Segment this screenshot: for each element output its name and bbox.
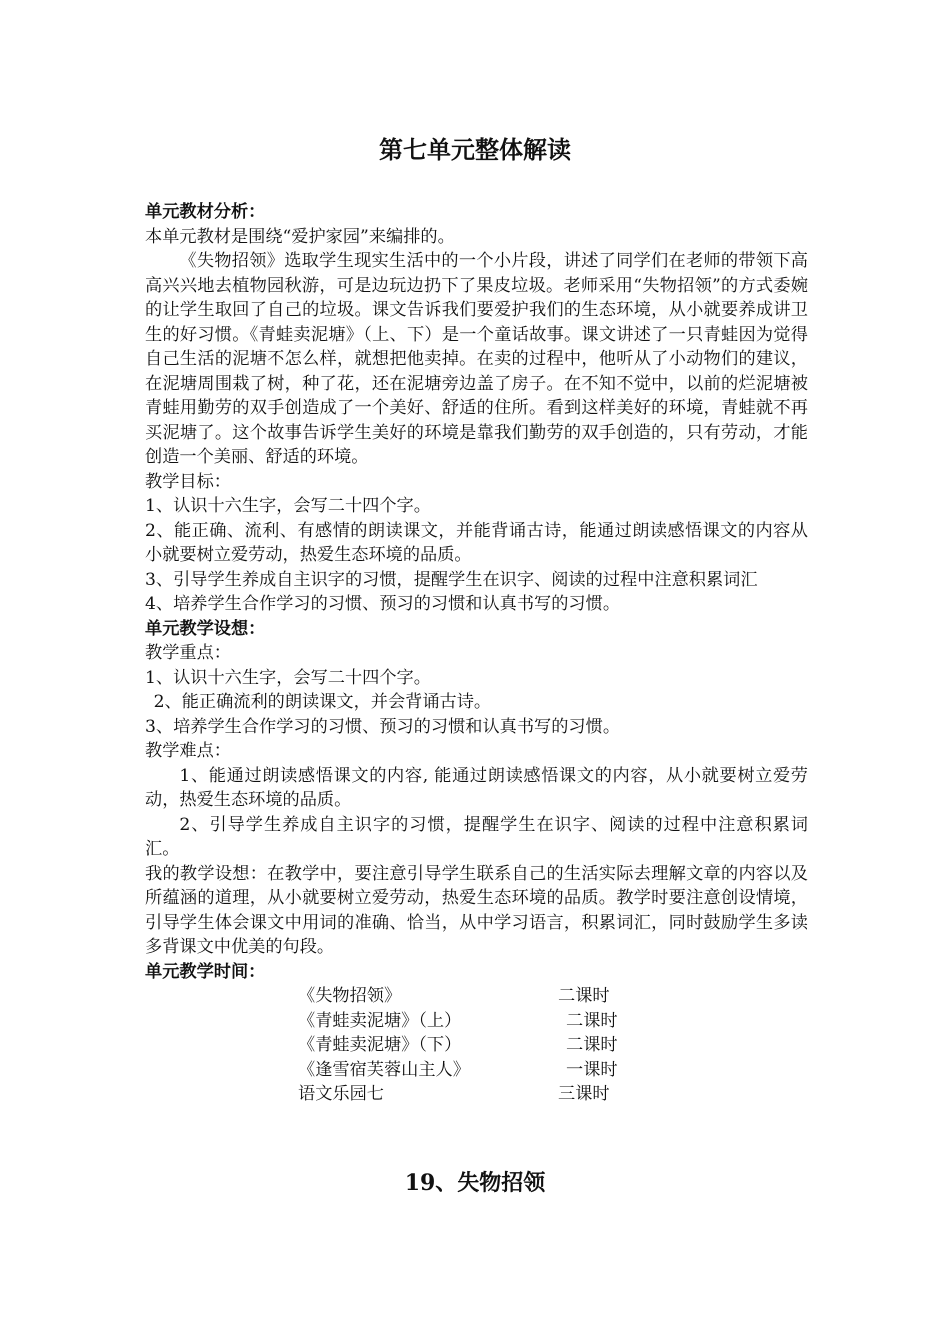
- difficulty-item: 1、能通过朗读感悟课文的内容, 能通过朗读感悟课文的内容，从小就要树立爱劳动，热爱生态环境的品质。: [145, 765, 808, 810]
- difficulty-label: 教学难点：: [145, 741, 231, 761]
- schedule-lesson: 语文乐园七: [298, 1084, 384, 1104]
- my-teaching-design: 我的教学设想：在教学中，要注意引导学生联系自己的生活实际去理解文章的内容以及所蕴涵的道理，从小就要树立爱劳动，热爱生态环境的品质。教学时要注意创设情境，引导学生体会课文中用词的准确、恰当，从中学习语言，积累词汇，同时鼓励学生多读多背课文中优美的句段。: [145, 863, 808, 957]
- schedule-hours: 三课时: [558, 1084, 610, 1104]
- schedule-lesson: 《失物招领》: [298, 986, 402, 1006]
- schedule-row: [145, 984, 808, 1009]
- key-point-item: 2、能正确流利的朗读课文，并会背诵古诗。: [153, 692, 492, 712]
- page-title: 第七单元整体解读: [379, 135, 571, 164]
- analysis-paragraph: 《失物招领》选取学生现实生活中的一个小片段，讲述了同学们在老师的带领下高高兴兴地去植物园秋游，可是边玩边扔下了果皮垃圾。老师采用“失物招领”的方式委婉的让学生取回了自己的垃圾。课文告诉我们要爱护我们的生态环境，从小就要养成讲卫生的好习惯。《青蛙卖泥塘》（上、下）是一个童话故事。课文讲述了一只青蛙因为觉得自己生活的泥塘不怎么样，就想把他卖掉。在卖的过程中，他听从了小动物们的建议，在泥塘周围栽了树，种了花，还在泥塘旁边盖了房子。在不知不觉中，以前的烂泥塘被青蛙用勤劳的双手创造成了一个美好、舒适的住所。看到这样美好的环境，青蛙就不再买泥塘了。这个故事告诉学生美好的环境是靠我们勤劳的双手创造的，只有劳动，才能创造一个美丽、舒适的环境。: [145, 251, 808, 467]
- goal-item: 1、认识十六生字，会写二十四个字。: [145, 496, 431, 516]
- schedule-row: [145, 1009, 808, 1034]
- schedule-hours: 二课时: [566, 1035, 618, 1055]
- schedule-hours: 二课时: [566, 1010, 618, 1031]
- schedule-hours: 一课时: [566, 1059, 618, 1080]
- goal-item: 2、能正确、流利、有感情的朗读课文，并能背诵古诗，能通过朗读感悟课文的内容从小就要树立爱劳动，热爱生态环境的品质。: [145, 520, 808, 565]
- schedule-row: [145, 1033, 808, 1058]
- goal-item: 4、培养学生合作学习的习惯、预习的习惯和认真书写的习惯。: [145, 594, 621, 614]
- design-heading: 单元教学设想：: [145, 618, 266, 639]
- lesson-title: 19、失物招领: [404, 1170, 546, 1196]
- key-point-item: 3、培养学生合作学习的习惯、预习的习惯和认真书写的习惯。: [145, 716, 621, 737]
- schedule-lesson: 《青蛙卖泥塘》（上）: [298, 1010, 462, 1031]
- analysis-intro: 本单元教材是围绕“爱护家园”来编排的。: [145, 226, 455, 247]
- goal-item: 3、引导学生养成自主识字的习惯，提醒学生在识字、阅读的过程中注意积累词汇: [145, 569, 758, 590]
- schedule-lesson: 《逢雪宿芙蓉山主人》: [298, 1059, 470, 1080]
- analysis-heading: 单元教材分析：: [145, 202, 266, 222]
- schedule-row: [145, 1058, 808, 1083]
- time-heading: 单元教学时间：: [145, 961, 266, 982]
- schedule-hours: 二课时: [558, 986, 610, 1006]
- key-point-item: 1、认识十六生字，会写二十四个字。: [145, 667, 431, 688]
- goals-label: 教学目标：: [145, 471, 231, 492]
- document-body: [145, 200, 808, 1107]
- key-points-label: 教学重点：: [145, 643, 231, 663]
- difficulty-item: 2、引导学生养成自主识字的习惯，提醒学生在识字、阅读的过程中注意积累词汇。: [145, 814, 808, 859]
- schedule-row: [145, 1082, 808, 1107]
- schedule-lesson: 《青蛙卖泥塘》（下）: [298, 1035, 462, 1055]
